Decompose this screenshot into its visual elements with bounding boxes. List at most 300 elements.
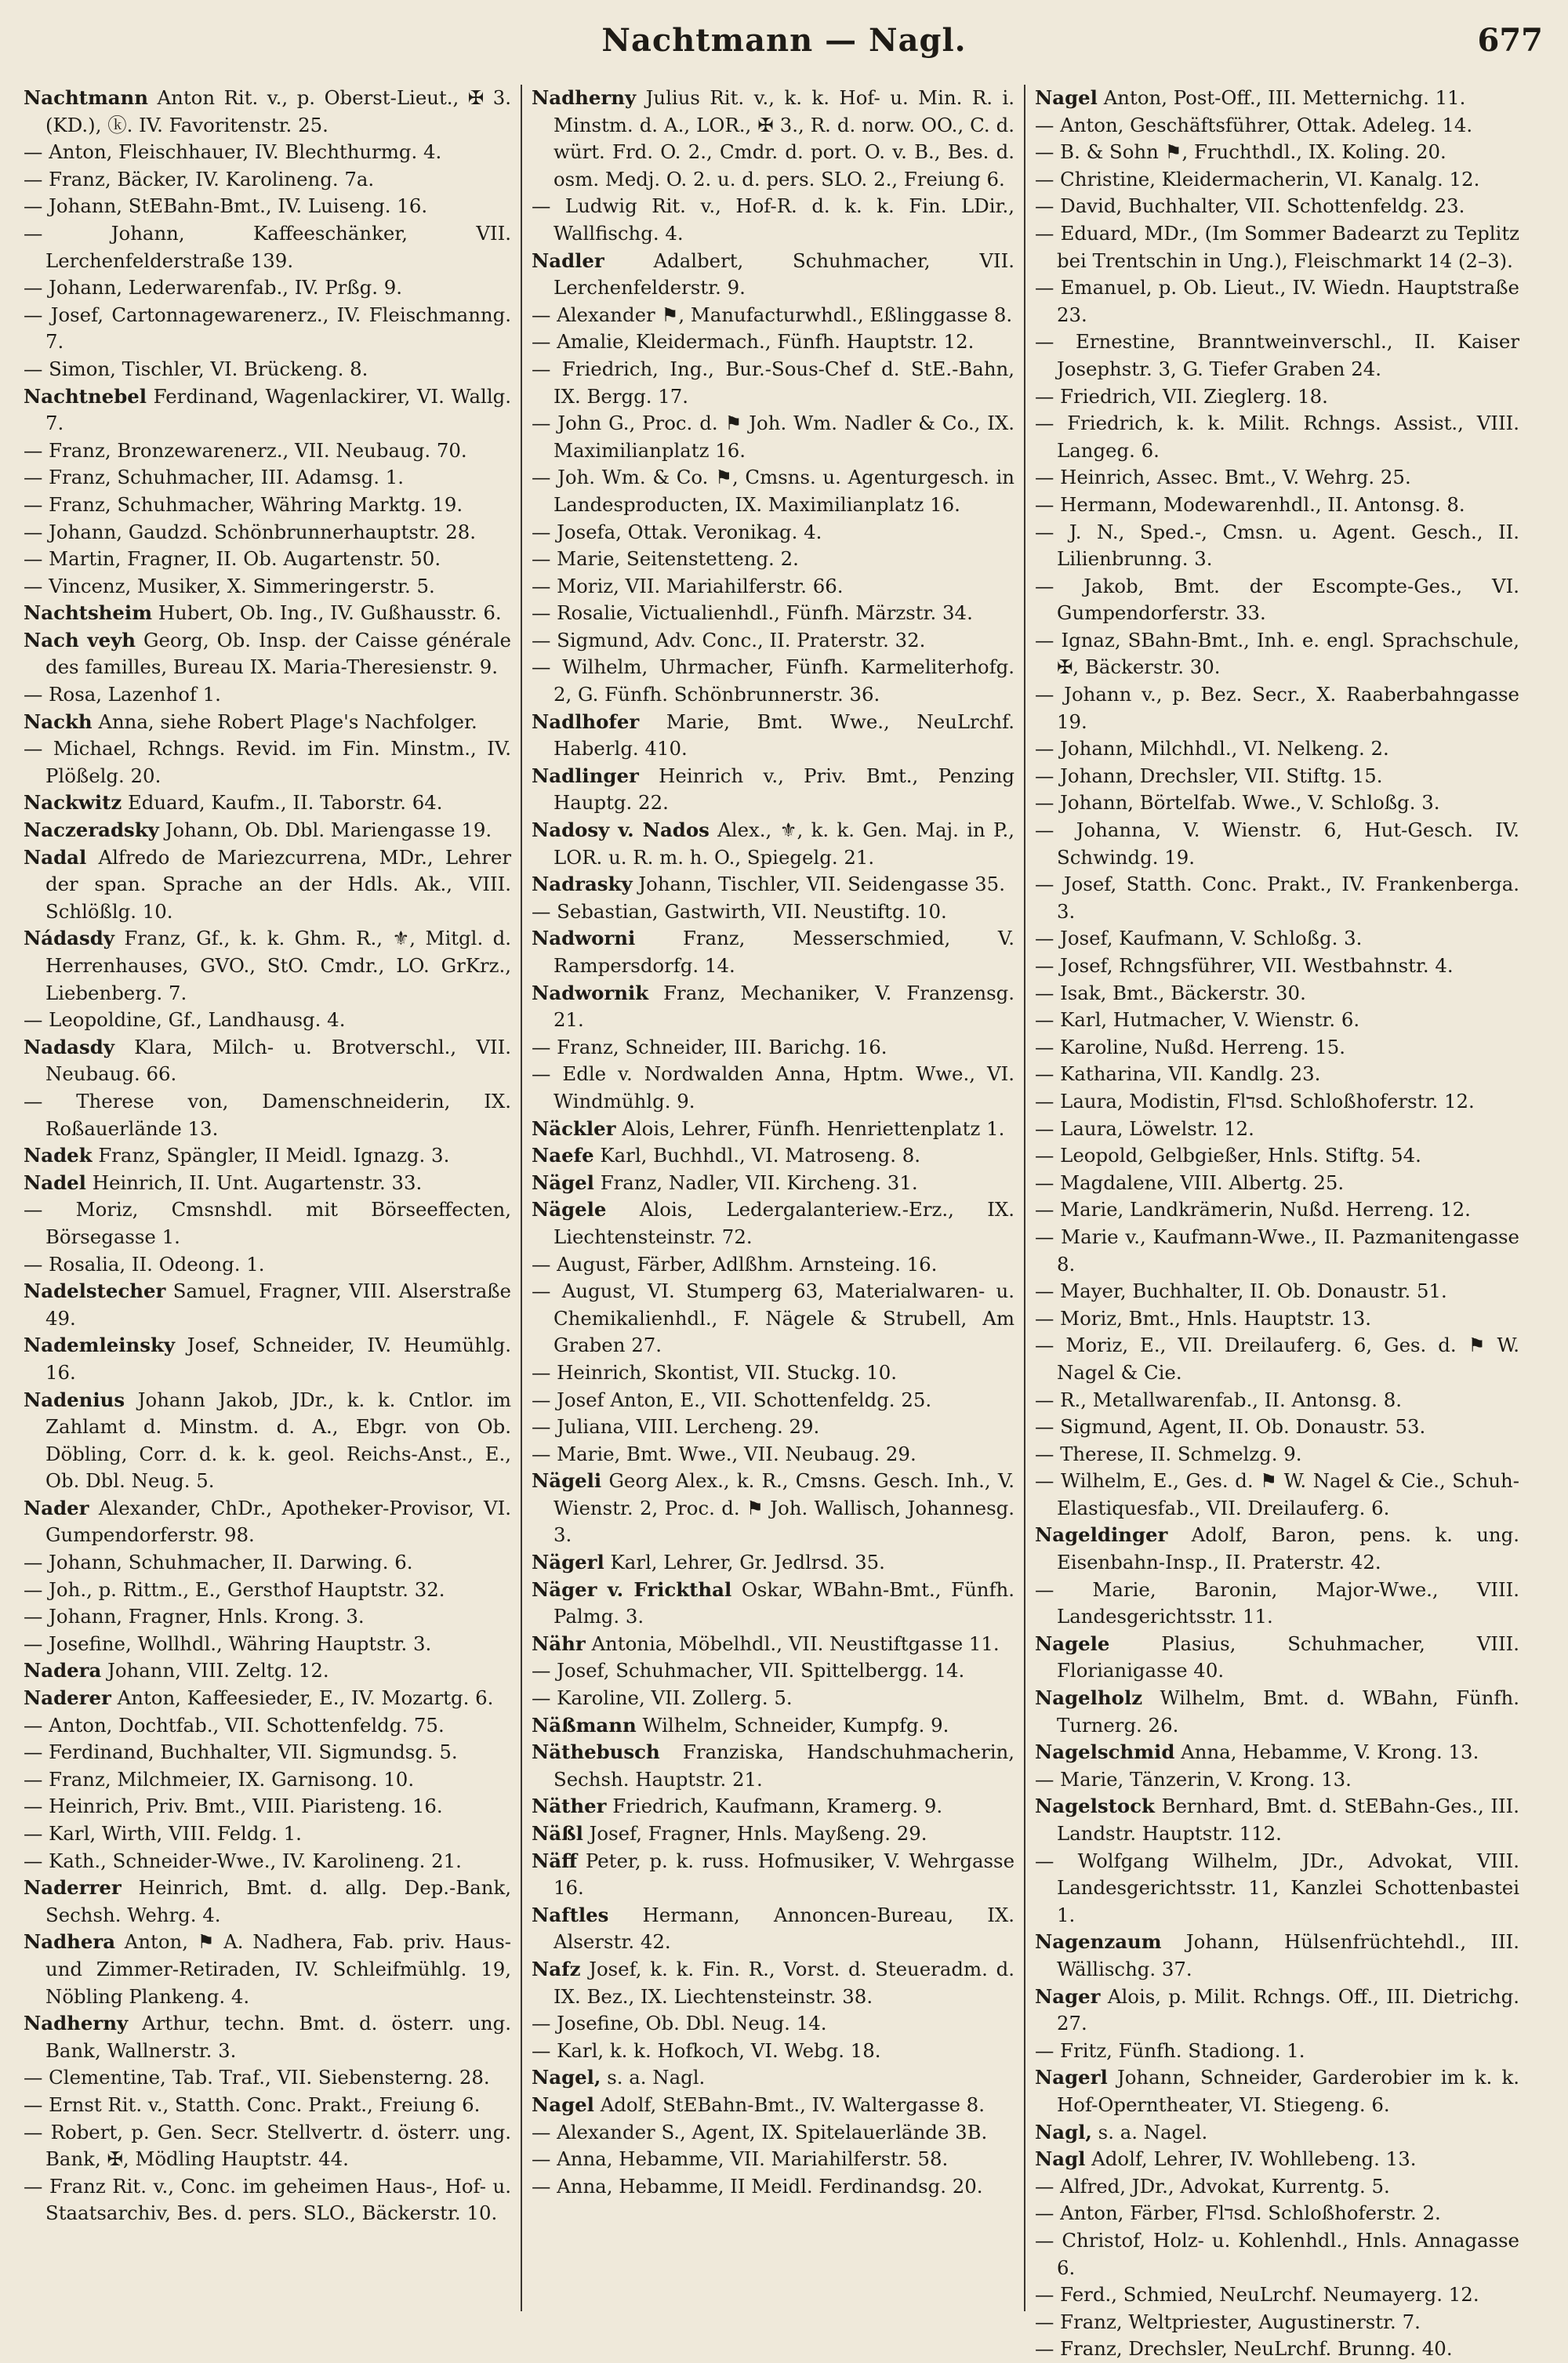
directory-entry xyxy=(1035,1685,1519,1739)
entry-text: Anton Rit. v., p. Oberst-Lieut., ✠ 3. (KD.), ⓚ. IV. Favoritenstr. 25. xyxy=(45,86,511,136)
entry-text: — Karl, Hutmacher, V. Wienstr. 6. xyxy=(1035,1008,1360,1032)
directory-entry xyxy=(1035,953,1519,980)
directory-entry xyxy=(1035,2064,1519,2118)
entry-surname: Nach veyh xyxy=(24,628,136,652)
directory-entry xyxy=(1035,2309,1519,2336)
directory-entry xyxy=(1035,573,1519,627)
entry-text: — Franz Rit. v., Conc. im geheimen Haus-, Hof- u. Staatsarchiv, Bes. d. pers. SLO., Bäckerstr. 10. xyxy=(24,2174,511,2225)
entry-text: — Magdalene, VIII. Albertg. 25. xyxy=(1035,1171,1345,1194)
directory-entry xyxy=(24,1278,511,1332)
entry-text: — Johann, StEBahn-Bmt., IV. Luiseng. 16. xyxy=(24,194,428,218)
entry-text: — Karoline, VII. Zollerg. 5. xyxy=(532,1686,793,1710)
directory-entry xyxy=(1035,85,1519,112)
entry-surname: Näßmann xyxy=(532,1713,637,1737)
entry-surname: Nackwitz xyxy=(24,791,122,815)
entry-surname: Nadwornik xyxy=(532,981,649,1004)
column-divider xyxy=(1024,85,1025,2311)
entry-surname: Nagelstock xyxy=(1035,1795,1155,1818)
entry-text: Josef, Fragner, Hnls. Mayßeng. 29. xyxy=(583,1822,927,1845)
entry-surname: Nadelstecher xyxy=(24,1280,166,1303)
directory-entry xyxy=(532,925,1014,979)
directory-entry xyxy=(1035,789,1519,817)
directory-entry xyxy=(532,248,1014,302)
entry-surname: Nademleinsky xyxy=(24,1334,176,1357)
entry-text: — Rosa, Lazenhof 1. xyxy=(24,683,221,706)
directory-entry xyxy=(532,1820,1014,1848)
entry-text: — Anton, Dochtfab., VII. Schottenfeldg. 75. xyxy=(24,1713,445,1737)
directory-entry xyxy=(532,1387,1014,1414)
page-number: 677 xyxy=(1477,22,1543,59)
entry-surname: Nagl, xyxy=(1035,2120,1092,2143)
directory-entry xyxy=(24,1766,511,1794)
directory-entry xyxy=(1035,1522,1519,1576)
entry-text: Adolf, Baron, pens. k. ung. Eisenbahn-Insp., II. Praterstr. 42. xyxy=(1057,1523,1519,1574)
entry-text: Eduard, Kaufm., II. Taborstr. 64. xyxy=(122,791,443,815)
directory-entry xyxy=(1035,410,1519,464)
entry-surname: Nagelschmid xyxy=(1035,1740,1175,1764)
entry-text: — Marie v., Kaufmann-Wwe., II. Pazmanitengasse 8. xyxy=(1035,1225,1519,1276)
directory-entry xyxy=(532,1902,1014,1956)
entry-surname: Nägerl xyxy=(532,1551,604,1574)
entry-text: — Wolfgang Wilhelm, JDr., Advokat, VIII. Landesgerichtsstr. 11, Kanzlei Schottenbastei 1. xyxy=(1035,1849,1519,1926)
entry-text: — Johann v., p. Bez. Secr., X. Raaberbahngasse 19. xyxy=(1035,683,1519,733)
entry-text: — Vincenz, Musiker, X. Simmeringerstr. 5. xyxy=(24,574,435,597)
entry-text: Franz, Gf., k. k. Ghm. R., ⚜, Mitgl. d. Herrenhauses, GVO., StO. Cmdr., LO. GrKrz., Liebenberg. 7. xyxy=(45,927,511,1004)
directory-entry xyxy=(532,2173,1014,2201)
directory-entry xyxy=(532,1251,1014,1279)
entry-text: Johann, Ob. Dbl. Mariengasse 19. xyxy=(158,819,492,842)
directory-entry xyxy=(24,709,511,736)
directory-entry xyxy=(532,1468,1014,1549)
directory-entry xyxy=(1035,166,1519,194)
directory-entry xyxy=(24,681,511,709)
entry-surname: Nadel xyxy=(24,1171,86,1194)
entry-text: — Karl, Wirth, VIII. Feldg. 1. xyxy=(24,1822,302,1845)
directory-entry xyxy=(24,2119,511,2173)
directory-entry xyxy=(532,1034,1014,1062)
entry-text: — Laura, Löwelstr. 12. xyxy=(1035,1116,1254,1140)
entry-text: Georg Alex., k. R., Cmsns. Gesch. Inh., V. Wienstr. 2, Proc. d. ⚑ Joh. Wallisch, Johannesg. 3. xyxy=(554,1469,1014,1547)
entry-text: — Josef, Cartonnagewarenerz., IV. Fleischmanng. 7. xyxy=(24,303,511,354)
directory-entry xyxy=(532,817,1014,871)
directory-entry xyxy=(532,600,1014,627)
entry-text: — Johann, Schuhmacher, II. Darwing. 6. xyxy=(24,1551,413,1574)
entry-text: — Heinrich, Priv. Bmt., VIII. Piaristeng. 16. xyxy=(24,1795,443,1818)
directory-entry xyxy=(24,2173,511,2227)
entry-surname: Nadlhofer xyxy=(532,710,640,733)
entry-surname: Näther xyxy=(532,1795,607,1818)
entry-text: — Anton, Färber, Flדsd. Schloßhoferstr. 2. xyxy=(1035,2201,1441,2225)
entry-text: Adolf, Lehrer, IV. Wohllebeng. 13. xyxy=(1085,2147,1417,2171)
entry-text: — John G., Proc. d. ⚑ Joh. Wm. Nadler & Co., IX. Maximilianplatz 16. xyxy=(532,412,1014,462)
directory-entry xyxy=(24,1603,511,1631)
entry-text: — Therese von, Damenschneiderin, IX. Roßauerlände 13. xyxy=(24,1089,511,1140)
entry-text: Wilhelm, Schneider, Kumpfg. 9. xyxy=(636,1713,949,1737)
directory-entry xyxy=(532,1116,1014,1143)
entry-text: — Franz, Bäcker, IV. Karolineng. 7a. xyxy=(24,167,375,191)
entry-text: Wilhelm, Bmt. d. WBahn, Fünfh. Turnerg. 26. xyxy=(1057,1686,1519,1737)
column-3 xyxy=(1035,85,1519,2361)
entry-text: — Josefine, Wollhdl., Währing Hauptstr. 3. xyxy=(24,1632,432,1655)
directory-entry xyxy=(24,2010,511,2064)
entry-surname: Nagel xyxy=(532,2093,594,2116)
directory-entry xyxy=(532,1359,1014,1387)
directory-entry xyxy=(24,1196,511,1250)
directory-entry xyxy=(532,2119,1014,2147)
directory-entry xyxy=(532,763,1014,817)
directory-entry xyxy=(1035,1278,1519,1305)
entry-text: Josef, Schneider, IV. Heumühlg. 16. xyxy=(45,1334,511,1384)
directory-entry xyxy=(1035,871,1519,925)
entry-text: — David, Buchhalter, VII. Schottenfeldg. 23. xyxy=(1035,194,1465,218)
entry-text: — Friedrich, Ing., Bur.-Sous-Chef d. StE.-Bahn, IX. Bergg. 17. xyxy=(532,357,1014,408)
entry-text: — Robert, p. Gen. Secr. Stellvertr. d. österr. ung. Bank, ✠, Mödling Hauptstr. 44. xyxy=(24,2120,511,2171)
entry-text: — August, VI. Stumperg 63, Materialwaren- u. Chemikalienhdl., F. Nägele & Strubell, Am Graben 27. xyxy=(532,1280,1014,1357)
entry-text: Anna, Hebamme, V. Krong. 13. xyxy=(1174,1740,1479,1764)
entry-text: Alex., ⚜, k. k. Gen. Maj. in P., LOR. u. R. m. h. O., Spiegelg. 21. xyxy=(554,819,1015,869)
entry-surname: Nager xyxy=(1035,1984,1101,2008)
entry-text: — Johann, Drechsler, VII. Stiftg. 15. xyxy=(1035,764,1383,787)
entry-text: Heinrich, Bmt. d. allg. Dep.-Bank, Sechsh. Wehrg. 4. xyxy=(45,1876,511,1926)
entry-text: — Karoline, Nußd. Herreng. 15. xyxy=(1035,1035,1346,1058)
entry-text: Anton, ⚑ A. Nadhera, Fab. priv. Haus- und Zimmer-Retiraden, IV. Schleifmühlg. 19, Nöbling Plankeng. 4. xyxy=(45,1930,511,2008)
entry-text: — J. N., Sped.-, Cmsn. u. Agent. Gesch., II. Lilienbrunng. 3. xyxy=(1035,520,1519,571)
directory-entry xyxy=(532,2092,1014,2119)
entry-text: — Amalie, Kleidermach., Fünfh. Hauptstr. 12. xyxy=(532,330,975,354)
directory-entry xyxy=(1035,1793,1519,1847)
entry-text: Friedrich, Kaufmann, Kramerg. 9. xyxy=(606,1795,943,1818)
entry-text: — Hermann, Modewarenhdl., II. Antonsg. 8. xyxy=(1035,492,1465,516)
directory-entry xyxy=(24,492,511,519)
directory-entry xyxy=(24,1387,511,1495)
entry-surname: Nachtnebel xyxy=(24,384,147,408)
directory-entry xyxy=(1035,1088,1519,1116)
entry-text: — Josefa, Ottak. Veronikag. 4. xyxy=(532,520,822,543)
entry-surname: Nadlinger xyxy=(532,764,639,787)
directory-entry xyxy=(24,925,511,1007)
directory-entry xyxy=(532,1657,1014,1685)
entry-surname: Naderrer xyxy=(24,1876,122,1900)
entry-text: — Ludwig Rit. v., Hof-R. d. k. k. Fin. LDir., Wallfischg. 4. xyxy=(532,194,1014,245)
entry-text: Hubert, Ob. Ing., IV. Gußhausstr. 6. xyxy=(152,601,502,625)
entry-text: — Josef, Kaufmann, V. Schloßg. 3. xyxy=(1035,927,1363,950)
entry-text: Franz, Nadler, VII. Kircheng. 31. xyxy=(593,1171,918,1194)
entry-text: Peter, p. k. russ. Hofmusiker, V. Wehrgasse 16. xyxy=(554,1849,1014,1900)
entry-text: — Anna, Hebamme, II Meidl. Ferdinandsg. 20. xyxy=(532,2174,983,2198)
directory-entry xyxy=(1035,193,1519,220)
entry-text: — Christine, Kleidermacherin, VI. Kanalg. 12. xyxy=(1035,167,1480,191)
entry-surname: Naderer xyxy=(24,1686,111,1710)
directory-entry xyxy=(24,464,511,492)
directory-entry xyxy=(1035,817,1519,871)
entry-text: Marie, Bmt. Wwe., NeuLrchf. Haberlg. 410. xyxy=(554,710,1014,760)
entry-surname: Nägel xyxy=(532,1171,594,1194)
column-2 xyxy=(532,85,1014,2311)
directory-entry xyxy=(532,709,1014,763)
directory-entry xyxy=(24,627,511,681)
directory-entry xyxy=(1035,1766,1519,1794)
directory-entry xyxy=(1035,1332,1519,1386)
directory-entry xyxy=(24,1007,511,1034)
directory-entry xyxy=(24,789,511,817)
entry-text: Johann, Tischler, VII. Seidengasse 35. xyxy=(632,873,1005,896)
entry-text: — Heinrich, Skontist, VII. Stuckg. 10. xyxy=(532,1360,897,1384)
entry-text: — Rosalia, II. Odeong. 1. xyxy=(24,1252,265,1276)
entry-surname: Nadler xyxy=(532,249,604,272)
directory-entry xyxy=(1035,274,1519,328)
entry-surname: Nadera xyxy=(24,1659,102,1682)
directory-entry xyxy=(1035,1739,1519,1766)
entry-text: — Christof, Holz- u. Kohlenhdl., Hnls. Annagasse 6. xyxy=(1035,2228,1519,2279)
entry-surname: Nadhera xyxy=(24,1930,116,1954)
entry-text: Alois, Ledergalanteriew.-Erz., IX. Liechtensteinstr. 72. xyxy=(554,1198,1014,1248)
entry-surname: Nägeli xyxy=(532,1469,602,1493)
entry-text: — August, Färber, Adlßhm. Arnsteing. 16. xyxy=(532,1252,938,1276)
entry-text: — Leopoldine, Gf., Landhausg. 4. xyxy=(24,1008,346,1032)
directory-entry xyxy=(24,1929,511,2010)
entry-text: Plasius, Schuhmacher, VIII. Florianigasse 40. xyxy=(1057,1632,1519,1682)
directory-entry xyxy=(532,627,1014,655)
entry-text: — Anton, Fleischhauer, IV. Blechthurmg. 4. xyxy=(24,140,442,164)
running-title: Nachtmann — Nagl. xyxy=(601,22,967,59)
directory-entry xyxy=(1035,220,1519,274)
entry-text: Anton, Kaffeesieder, E., IV. Mozartg. 6. xyxy=(111,1686,494,1710)
entry-text: — Alfred, JDr., Advokat, Kurrentg. 5. xyxy=(1035,2174,1390,2198)
entry-text: — Heinrich, Assec. Bmt., V. Wehrg. 25. xyxy=(1035,466,1411,489)
entry-text: — Eduard, MDr., (Im Sommer Badearzt zu Teplitz bei Trentschin in Ung.), Fleischmarkt 14 (2–3). xyxy=(1035,221,1519,272)
directory-entry xyxy=(1035,383,1519,411)
entry-surname: Näthebusch xyxy=(532,1740,660,1764)
entry-text: — Moriz, E., VII. Dreilauferg. 6, Ges. d. ⚑ W. Nagel & Cie. xyxy=(1035,1334,1519,1384)
directory-entry xyxy=(1035,735,1519,763)
directory-entry xyxy=(24,1034,511,1088)
directory-entry xyxy=(1035,1196,1519,1224)
entry-text: — Moriz, Cmsnshdl. mit Börseeffecten, Börsegasse 1. xyxy=(24,1198,511,1248)
entry-text: — Laura, Modistin, Flדsd. Schloßhoferstr. 12. xyxy=(1035,1089,1475,1113)
entry-text: Johann, Hülsenfrüchtehdl., III. Wällischg. 37. xyxy=(1057,1930,1519,1980)
entry-text: — Joh., p. Rittm., E., Gersthof Hauptstr. 32. xyxy=(24,1577,445,1601)
directory-entry xyxy=(532,356,1014,410)
entry-text: — Emanuel, p. Ob. Lieut., IV. Wiedn. Hauptstraße 23. xyxy=(1035,276,1519,326)
entry-text: — Leopold, Gelbgießer, Hnls. Stiftg. 54. xyxy=(1035,1144,1421,1167)
entry-surname: Näger v. Frickthal xyxy=(532,1577,732,1601)
directory-entry xyxy=(532,1278,1014,1359)
directory-entry xyxy=(24,1631,511,1658)
entry-surname: Nadek xyxy=(24,1144,93,1167)
entry-text: Klara, Milch- u. Brotverschl., VII. Neubaug. 66. xyxy=(45,1035,511,1086)
entry-text: — Ernst Rit. v., Statth. Conc. Prakt., Freiung 6. xyxy=(24,2093,481,2116)
directory-entry xyxy=(24,817,511,844)
entry-text: — Moriz, VII. Mariahilferstr. 66. xyxy=(532,574,844,597)
directory-entry xyxy=(532,1956,1014,2010)
entry-text: Anton, Post-Off., III. Metternichg. 11. xyxy=(1097,86,1466,109)
entry-surname: Nadherny xyxy=(532,86,637,109)
directory-entry xyxy=(1035,1387,1519,1414)
directory-entry xyxy=(24,844,511,926)
entry-surname: Nader xyxy=(24,1496,89,1519)
entry-text: Karl, Buchhdl., VI. Matroseng. 8. xyxy=(593,1144,920,1167)
entry-surname: Nagl xyxy=(1035,2147,1086,2171)
entry-surname: Naefe xyxy=(532,1144,594,1167)
directory-entry xyxy=(532,898,1014,926)
directory-entry xyxy=(1035,2336,1519,2363)
directory-entry xyxy=(1035,1034,1519,1062)
directory-entry xyxy=(1035,1577,1519,1631)
directory-entry xyxy=(1035,2038,1519,2065)
entry-text: — Josefine, Ob. Dbl. Neug. 14. xyxy=(532,2012,827,2035)
entry-surname: Nagelholz xyxy=(1035,1686,1143,1710)
directory-entry xyxy=(1035,681,1519,735)
directory-entry xyxy=(532,980,1014,1034)
directory-entry xyxy=(532,1414,1014,1441)
entry-surname: Nadosy v. Nados xyxy=(532,819,710,842)
entry-text: — Marie, Baronin, Major-Wwe., VIII. Landesgerichtsstr. 11. xyxy=(1035,1577,1519,1628)
entry-text: Franz, Messerschmied, V. Rampersdorfg. 14. xyxy=(554,927,1014,977)
entry-text: Ferdinand, Wagenlackirer, VI. Wallg. 7. xyxy=(45,384,511,435)
entry-text: Antonia, Möbelhdl., VII. Neustiftgasse 11. xyxy=(585,1632,1000,1655)
directory-entry xyxy=(532,2146,1014,2173)
directory-entry xyxy=(24,573,511,601)
directory-entry xyxy=(1035,1984,1519,2038)
directory-entry xyxy=(1035,464,1519,492)
directory-entry xyxy=(1035,328,1519,383)
directory-entry xyxy=(24,356,511,383)
entry-surname: Nägele xyxy=(532,1198,607,1221)
entry-text: Adolf, StEBahn-Bmt., IV. Waltergasse 8. xyxy=(593,2093,985,2116)
entry-text: — Franz, Weltpriester, Augustinerstr. 7. xyxy=(1035,2310,1421,2333)
entry-text: — Karl, k. k. Hofkoch, VI. Webg. 18. xyxy=(532,2038,881,2062)
entry-text: — Marie, Bmt. Wwe., VII. Neubaug. 29. xyxy=(532,1442,916,1465)
entry-text: — Edle v. Nordwalden Anna, Hptm. Wwe., VI. Windmühlg. 9. xyxy=(532,1062,1014,1113)
entry-text: Alfredo de Mariezcurrena, MDr., Lehrer der span. Sprache an der Hdls. Ak., VIII. Schlößlg. 10. xyxy=(45,845,511,923)
directory-entry xyxy=(532,1549,1014,1577)
directory-entry xyxy=(24,519,511,546)
directory-entry xyxy=(532,2038,1014,2065)
entry-text: Oskar, WBahn-Bmt., Fünfh. Palmg. 3. xyxy=(554,1577,1014,1628)
entry-surname: Nagele xyxy=(1035,1632,1110,1655)
entry-text: — Johann, Lederwarenfab., IV. Prßg. 9. xyxy=(24,276,403,299)
directory-entry xyxy=(532,1685,1014,1712)
directory-entry xyxy=(24,1657,511,1685)
entry-surname: Nadherny xyxy=(24,2012,129,2035)
entry-text: — Mayer, Buchhalter, II. Ob. Donaustr. 51. xyxy=(1035,1280,1447,1303)
entry-text: — Juliana, VIII. Lercheng. 29. xyxy=(532,1415,820,1439)
entry-text: — Simon, Tischler, VI. Brückeng. 8. xyxy=(24,357,368,380)
entry-text: — Isak, Bmt., Bäckerstr. 30. xyxy=(1035,981,1306,1004)
directory-entry xyxy=(24,600,511,627)
directory-entry xyxy=(532,1577,1014,1631)
entry-text: s. a. Nagl. xyxy=(601,2066,706,2089)
entry-surname: Näff xyxy=(532,1849,578,1872)
column-divider xyxy=(521,85,522,2311)
entry-text: — Ignaz, SBahn-Bmt., Inh. e. engl. Sprachschule, ✠, Bäckerstr. 30. xyxy=(1035,628,1519,679)
entry-text: — Michael, Rchngs. Revid. im Fin. Minstm., IV. Plößelg. 20. xyxy=(24,737,511,787)
entry-text: — Josef, Statth. Conc. Prakt., IV. Frankenberga. 3. xyxy=(1035,873,1519,923)
directory-entry xyxy=(24,1142,511,1170)
directory-entry xyxy=(532,302,1014,329)
directory-entry xyxy=(532,410,1014,464)
entry-text: — Johann, Gaudzd. Schönbrunnerhauptstr. 28. xyxy=(24,520,477,543)
directory-entry xyxy=(1035,925,1519,953)
directory-entry xyxy=(24,437,511,465)
entry-text: — Johann, Kaffeeschänker, VII. Lerchenfelderstraße 139. xyxy=(24,221,511,272)
entry-text: — Franz, Milchmeier, IX. Garnisong. 10. xyxy=(24,1767,415,1791)
directory-entry xyxy=(24,1170,511,1197)
directory-entry xyxy=(24,193,511,220)
entry-text: — B. & Sohn ⚑, Fruchthdl., IX. Koling. 20. xyxy=(1035,140,1446,164)
directory-entry xyxy=(532,1848,1014,1902)
directory-entry xyxy=(24,1685,511,1712)
directory-entry xyxy=(1035,1224,1519,1278)
directory-entry xyxy=(24,220,511,274)
directory-entry xyxy=(532,1712,1014,1740)
entry-text: — Moriz, Bmt., Hnls. Hauptstr. 13. xyxy=(1035,1306,1372,1330)
entry-text: — Ferd., Schmied, NeuLrchf. Neumayerg. 12. xyxy=(1035,2283,1479,2307)
entry-text: — Kath., Schneider-Wwe., IV. Karolineng. 21. xyxy=(24,1849,462,1872)
entry-text: Franz, Mechaniker, V. Franzensg. 21. xyxy=(554,981,1014,1032)
entry-text: — Johann, Milchhdl., VI. Nelkeng. 2. xyxy=(1035,737,1389,760)
entry-text: — Josef, Schuhmacher, VII. Spittelbergg. 14. xyxy=(532,1659,965,1682)
directory-entry xyxy=(532,1061,1014,1115)
directory-entry xyxy=(532,1631,1014,1658)
entry-text: — Josef Anton, E., VII. Schottenfeldg. 25. xyxy=(532,1388,932,1411)
entry-text: Franziska, Handschuhmacherin, Sechsh. Hauptstr. 21. xyxy=(554,1740,1014,1791)
entry-text: Johann Jakob, JDr., k. k. Cntlor. im Zahlamt d. Minstm. d. A., Ebgr. von Ob. Döbling, Corr. d. k. k. geol. Reichs-Anst., E., Ob. Dbl. Neug. 5. xyxy=(45,1388,511,1493)
entry-text: Hermann, Annoncen-Bureau, IX. Alserstr. 42. xyxy=(554,1903,1014,1954)
directory-entry xyxy=(24,274,511,302)
entry-text: Johann, Schneider, Garderobier im k. k. Hof-Operntheater, VI. Stiegeng. 6. xyxy=(1057,2066,1519,2116)
entry-text: — R., Metallwarenfab., II. Antonsg. 8. xyxy=(1035,1388,1402,1411)
entry-text: — Franz, Bronzewarenerz., VII. Neubaug. 70. xyxy=(24,438,467,462)
entry-text: — Ferdinand, Buchhalter, VII. Sigmundsg. 5. xyxy=(24,1740,458,1764)
entry-text: — Marie, Landkrämerin, Nußd. Herreng. 12. xyxy=(1035,1198,1471,1221)
directory-entry xyxy=(532,546,1014,573)
directory-entry xyxy=(24,85,511,139)
entry-text: — Joh. Wm. & Co. ⚑, Cmsns. u. Agenturgesch. in Landesproducten, IX. Maximilianplatz 16. xyxy=(532,466,1014,516)
entry-surname: Nachtsheim xyxy=(24,601,153,625)
entry-surname: Näckler xyxy=(532,1116,616,1140)
entry-text: — Friedrich, k. k. Milit. Rchngs. Assist., VIII. Langeg. 6. xyxy=(1035,412,1519,462)
directory-entry xyxy=(24,1088,511,1142)
entry-surname: Nafz xyxy=(532,1957,581,1980)
entry-surname: Nádasdy xyxy=(24,927,114,950)
directory-entry xyxy=(532,193,1014,247)
entry-text: — Jakob, Bmt. der Escompte-Ges., VI. Gumpendorferstr. 33. xyxy=(1035,574,1519,625)
directory-entry xyxy=(1035,627,1519,681)
directory-entry xyxy=(1035,2200,1519,2227)
directory-entry xyxy=(1035,980,1519,1007)
entry-text: Heinrich, II. Unt. Augartenstr. 33. xyxy=(85,1171,423,1194)
entry-surname: Nadasdy xyxy=(24,1035,114,1058)
entry-text: Bernhard, Bmt. d. StEBahn-Ges., III. Landstr. Hauptstr. 112. xyxy=(1057,1795,1519,1845)
directory-entry xyxy=(1035,112,1519,140)
entry-text: — Anna, Hebamme, VII. Mariahilferstr. 58. xyxy=(532,2147,949,2171)
directory-entry xyxy=(532,85,1014,193)
entry-text: — Johanna, V. Wienstr. 6, Hut-Gesch. IV. Schwindg. 19. xyxy=(1035,819,1519,869)
entry-text: — Johann, Börtelfab. Wwe., V. Schloßg. 3. xyxy=(1035,791,1440,815)
entry-text: — Marie, Seitenstetteng. 2. xyxy=(532,547,799,571)
entry-surname: Nadrasky xyxy=(532,873,633,896)
entry-text: — Johann, Fragner, Hnls. Krong. 3. xyxy=(24,1605,365,1628)
directory-entry xyxy=(532,1142,1014,1170)
entry-surname: Nagenzaum xyxy=(1035,1930,1162,1954)
entry-surname: Nackh xyxy=(24,710,93,733)
directory-entry xyxy=(532,1441,1014,1468)
directory-entry xyxy=(24,1251,511,1279)
directory-entry xyxy=(532,871,1014,898)
entry-text: — Wilhelm, E., Ges. d. ⚑ W. Nagel & Cie., Schuh-Elastiquesfab., VII. Dreilauferg. 6. xyxy=(1035,1469,1519,1519)
directory-entry xyxy=(1035,1848,1519,1929)
